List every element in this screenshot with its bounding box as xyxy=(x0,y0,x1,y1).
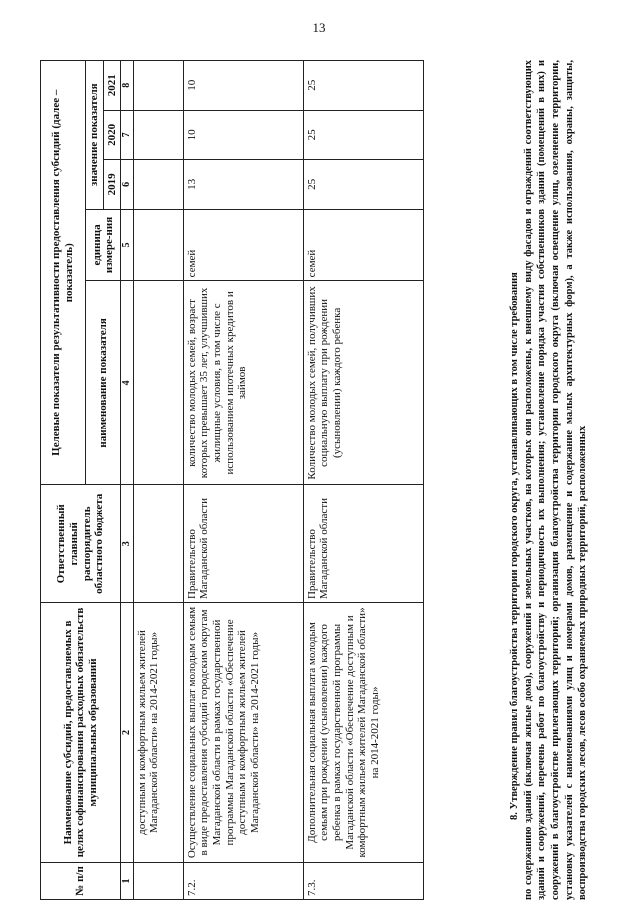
row-unit: семей xyxy=(183,209,303,281)
landscape-content xyxy=(40,40,600,900)
column-number: 5 xyxy=(121,209,134,281)
header-num: № п/п xyxy=(41,862,121,899)
header-value: значение показателя xyxy=(86,61,104,210)
section-8-body: по содержанию зданий (включая жилые дома), сооружений и земельных участков, на которых они расположены, к внешнему виду фасадов и ограждений соответствующих зданий и сооружений, перечень работ по благоустройству и периодичность их выполнения; установление порядка участия собственников зданий (помещений в них) и сооружений в благоустройстве прилегающих территорий; организация благоустройства территории городского округа (включая освещение улиц, озеленение территории, установку указателей с наименованиями улиц и номерами домов, размещение и содержание малых архитектурных форм), а также использования, охраны, защиты, воспроизводства городских лесов, лесов особо охраняемых природных территорий, расположенных xyxy=(522,60,589,900)
row-value-2019 xyxy=(133,160,183,209)
row-responsible: Правительство Магаданской области xyxy=(183,485,303,603)
row-indicator: Количество молодых семей, получивших социальную выплату при рождении (усыновлении) каждого ребенка xyxy=(303,281,423,485)
column-number: 4 xyxy=(121,281,134,485)
row-unit xyxy=(133,209,183,281)
table-row xyxy=(183,61,303,900)
section-8-heading: 8. Утверждение правил благоустройства территории городского округа, устанавливающих в том числе требования xyxy=(509,272,520,820)
row-value-2020: 10 xyxy=(183,110,303,159)
row-value-2021 xyxy=(133,61,183,111)
row-value-2019: 25 xyxy=(303,160,423,209)
header-indicator-name: наименование показателя xyxy=(86,281,121,485)
row-indicator xyxy=(133,281,183,485)
column-number: 2 xyxy=(121,603,134,863)
column-number: 1 xyxy=(121,862,134,899)
header-year: 2021 xyxy=(103,61,121,111)
row-num xyxy=(133,862,183,899)
row-responsible xyxy=(133,485,183,603)
rotated-page-content xyxy=(40,40,600,900)
header-year: 2019 xyxy=(103,160,121,209)
column-number: 7 xyxy=(121,110,134,159)
section-8-text xyxy=(508,60,590,900)
row-unit: семей xyxy=(303,209,423,281)
column-number: 3 xyxy=(121,485,134,603)
row-value-2021: 25 xyxy=(303,61,423,111)
table-row xyxy=(303,61,423,900)
header-subsidy-name: Наименование субсидий, предоставляемых в целях софинансирования расходных обязательств муниципальных образований xyxy=(41,603,121,863)
header-unit: единица измере-ния xyxy=(86,209,121,281)
column-number: 8 xyxy=(121,61,134,111)
row-num: 7.3. xyxy=(303,862,423,899)
row-num: 7.2. xyxy=(183,862,303,899)
table-row xyxy=(133,61,183,900)
row-value-2021: 10 xyxy=(183,61,303,111)
row-indicator: количество молодых семей, возраст которых превышает 35 лет, улучшивших жилищные условия, в том числе с использованием ипотечных кредитов и займов xyxy=(183,281,303,485)
row-subsidy-name: Дополнительная социальная выплата молодым семьям при рождении (усыновлении) каждого ребенка в рамках государственной программы Магаданской области «Обеспечение доступным и комфортным жильем жителей Магаданской области» на 2014-2021 годы» xyxy=(303,603,423,863)
header-year: 2020 xyxy=(103,110,121,159)
header-responsible: Ответственный главный распорядитель областного бюджета xyxy=(41,485,121,603)
row-value-2019: 13 xyxy=(183,160,303,209)
column-numbers-row xyxy=(121,61,134,900)
row-subsidy-name: Осуществление социальных выплат молодым семьям в виде предоставления субсидий городским округам Магаданской области в рамках государственной программы Магаданской области «Обеспечение доступным и комфортным жильем жителей Магаданской области» на 2014-2021 годы» xyxy=(183,603,303,863)
row-value-2020 xyxy=(133,110,183,159)
page-number: 13 xyxy=(312,20,326,35)
column-number: 6 xyxy=(121,160,134,209)
subsidies-table xyxy=(40,60,424,900)
row-subsidy-name: доступным и комфортным жильем жителей Магаданской области» на 2014-2021 годы» xyxy=(133,603,183,863)
row-value-2020: 25 xyxy=(303,110,423,159)
row-responsible: Правительство Магаданской области xyxy=(303,485,423,603)
header-indicators: Целевые показатели результативности предоставления субсидий (далее – показатель) xyxy=(41,61,86,485)
